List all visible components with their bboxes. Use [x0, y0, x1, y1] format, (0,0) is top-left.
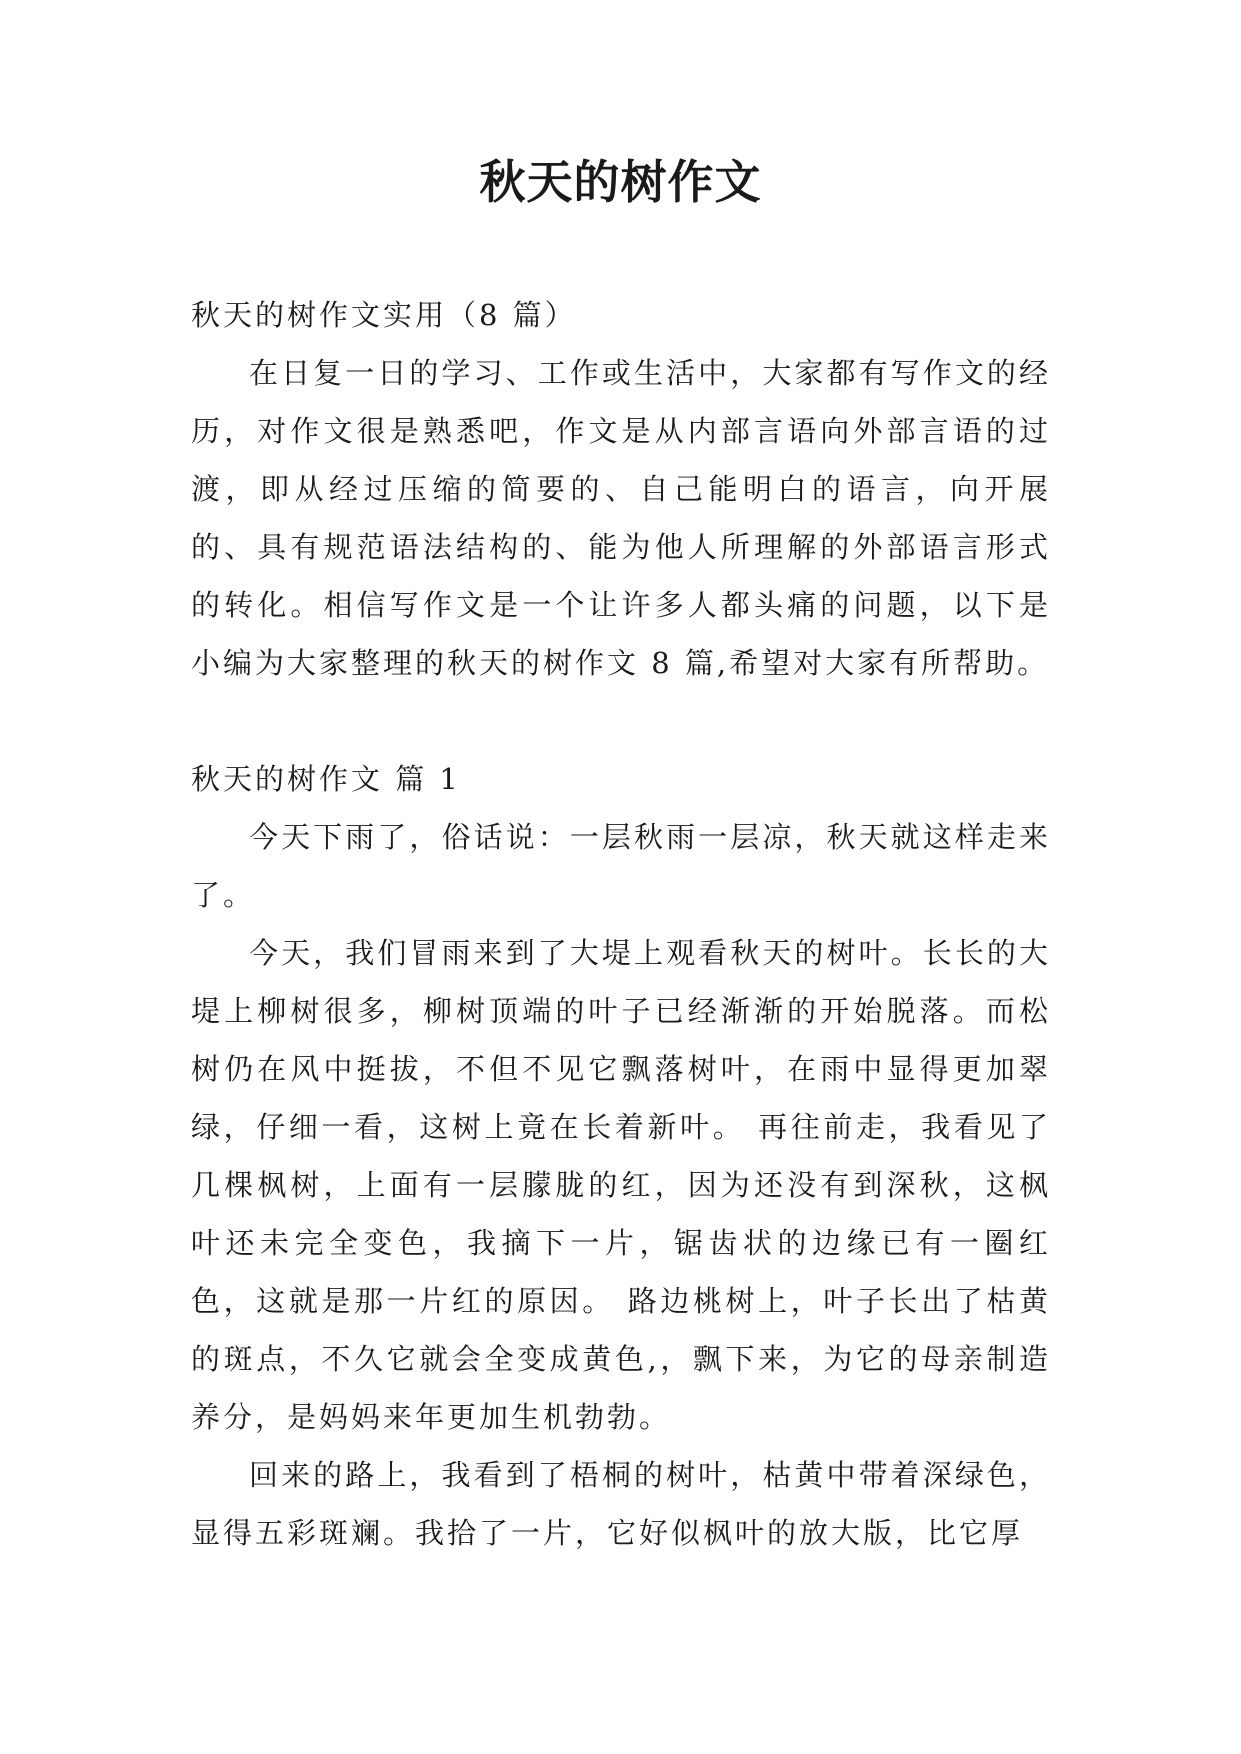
body-paragraph: 回来的路上，我看到了梧桐的树叶，枯黄中带着深绿色，显得五彩斑斓。我拾了一片，它好似枫叶的放大版，比它厚: [191, 1458, 1051, 1550]
section-heading: 秋天的树作文 篇 1: [191, 762, 461, 796]
document-subtitle: 秋天的树作文实用（8 篇）: [191, 298, 577, 332]
section-spacer: [191, 692, 1051, 750]
document-title: 秋天的树作文: [479, 155, 762, 209]
intro-paragraph: 在日复一日的学习、工作或生活中，大家都有写作文的经历，对作文很是熟悉吧，作文是从内部言语向外部言语的过渡，即从经过压缩的简要的、自己能明白的语言，向开展的、具有规范语法结构的、能为他人所理解的外部语言形式的转化。相信写作文是一个让许多人都头痛的问题，以下是小编为大家整理的秋天的树作文 8 篇,希望对大家有所帮助。: [191, 356, 1051, 680]
body-paragraph: 今天，我们冒雨来到了大堤上观看秋天的树叶。长长的大堤上柳树很多，柳树顶端的叶子已经渐渐的开始脱落。而松树仍在风中挺拔，不但不见它飘落树叶，在雨中显得更加翠绿，仔细一看，这树上竟在长着新叶。 再往前走，我看见了几棵枫树，上面有一层朦胧的红，因为还没有到深秋，这枫叶还未完全变色，我摘下一片，锯齿状的边缘已有一圈红色，这就是那一片红的原因。 路边桃树上，叶子长出了枯黄的斑点，不久它就会全变成黄色,，飘下来，为它的母亲制造养分，是妈妈来年更加生机勃勃。: [191, 936, 1051, 1434]
document-body: [191, 286, 1051, 1562]
body-paragraph: 今天下雨了，俗话说：一层秋雨一层凉，秋天就这样走来了。: [191, 820, 1051, 912]
